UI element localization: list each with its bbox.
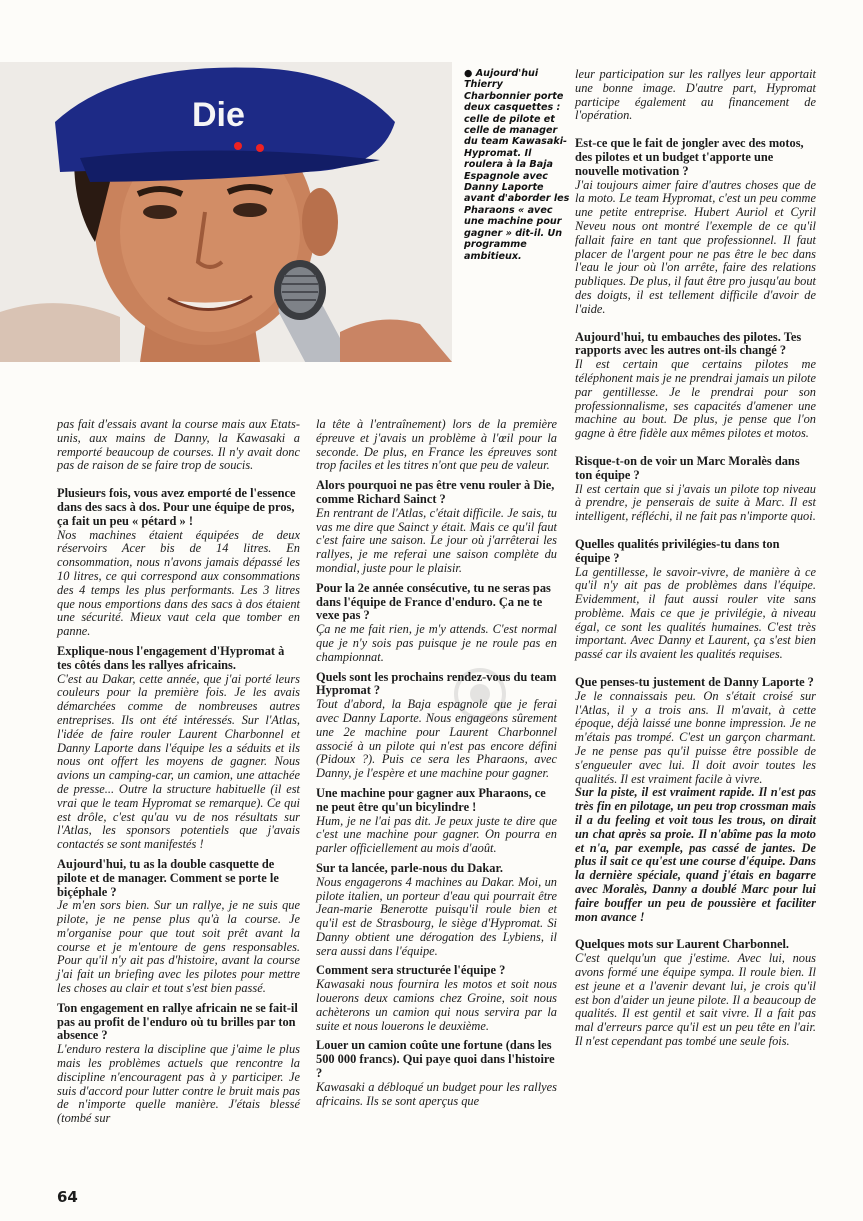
answer: Nos machines étaient équipées de deux réservoirs Acer bis de 14 litres. En consommation, nous n'avons jamais dépassé les 10 litres, ce qui correspond aux consommations des 4 temps les plus performants. Les 3 litres que nous emportions dans des sacs à dos étaient une sécurité. Mieux vaut cela que tomber en panne.	[57, 527, 300, 639]
answer: Hum, je ne l'ai pas dit. Je peux juste te dire que c'est une machine pour gagner. On pourra en parler officiellement au mois d'août.	[316, 813, 557, 856]
question: Quelques mots sur Laurent Charbonnel.	[575, 937, 790, 952]
portrait-illustration	[0, 62, 452, 362]
answer: Je m'en sors bien. Sur un rallye, je ne suis que pilote, je ne pense plus qu'à la course. Je m'organise pour que tout soit prêt avant la course et je m'entoure de gens responsables. Pour qu'il n'y ait pas d'histoire, avant la course j'ai fait un briefing avec les pilotes pour mettre les choses au clair et tout s'est bien passé.	[57, 898, 300, 996]
question: Sur ta lancée, parle-nous du Dakar.	[316, 860, 503, 875]
question: Plusieurs fois, vous avez emporté de l'essence dans des sacs à dos. Pour une équipe de pros, ça fait un peu « pétard » !	[57, 486, 296, 528]
question: Une machine pour gagner aux Pharaons, ce ne peut être qu'un bicylindre !	[316, 785, 546, 814]
question: Quels sont les prochains rendez-vous du team Hypromat ?	[316, 669, 557, 698]
article-column-3	[575, 68, 816, 1049]
column-intro: leur participation sur les rallyes leur apportait une bonne image. D'autre part, Hypromat participe également au financement de l'opération.	[575, 67, 816, 123]
question: Louer un camion coûte une fortune (dans les 500 000 francs). Qui paye quoi dans l'histoire ?	[316, 1038, 555, 1081]
portrait-photo	[0, 62, 452, 362]
question: Risque-t-on de voir un Marc Moralès dans ton équipe ?	[575, 453, 800, 482]
question: Est-ce que le fait de jongler avec des motos, des pilotes et un budget t'apporte une nouvelle motivation ?	[575, 136, 804, 178]
answer: C'est au Dakar, cette année, que j'ai porté leurs couleurs pour la première fois. Je les avais démarchées comme de nombreuses autres entreprises. Ils ont été intéressés. Sur l'Atlas, l'idée de faire rouler Laurent Charbonnel et Danny Laporte dans l'équipe les a séduits et ils nous ont offert les moyens de gagner. Nous avions un camping-car, un camion, une attachée de presse... Outre la structure habituelle (il est vrai que le team Hypromat se remarque). Ce qui est drôle, c'est qu'au vu de nos résultats sur l'Atlas, les sponsors potentiels que j'avais contactés se sont manifestés !	[57, 671, 300, 852]
page-number: 64	[57, 1188, 78, 1206]
answer: Je le connaissais peu. On s'était croisé sur l'Atlas, il y a trois ans. Il m'avait, à cette époque, déjà laissé une bonne impression. Je ne m'étais pas trompé. C'est un garçon charmant. Je ne pense pas qu'il puisse être possible de s'engueuler avec lui. Il doit avoir toutes les qualités. Il est vraiment facile à vivre.	[575, 688, 816, 786]
answer: Kawasaki a débloqué un budget pour les rallyes africains. Ils se sont aperçus que	[316, 1079, 557, 1108]
question: Ton engagement en rallye africain ne se fait-il pas au profit de l'enduro où tu brilles par ton absence ?	[57, 1000, 298, 1043]
answer: Kawasaki nous fournira les motos et soit nous louerons deux camions chez Groine, soit nous achèterons un camion qui nous servira par la suite et nous louerons le deuxième.	[316, 977, 557, 1033]
question: Comment sera structurée l'équipe ?	[316, 963, 506, 978]
answer: Ça ne me fait rien, je m'y attends. C'est normal que je n'y sois pas puisque je ne roule pas en championnat.	[316, 622, 557, 664]
answer: C'est quelqu'un que j'estime. Avec lui, nous avons formé une équipe sympa. Il roule bien. Il est jeune et a l'avenir devant lui, je crois qu'il est bon d'aider un jeune pilote. Il a beaucoup de qualités. Il est gentil et sait vivre. Il a fait pas mal d'erreurs parce qu'il est un peu tête en l'air. Il n'est cependant pas tombé une seule fois.	[575, 951, 816, 1048]
photo-caption	[464, 68, 572, 262]
column-intro: la tête à l'entraînement) lors de la première épreuve et j'avais un problème à l'œil pour la seconde. De plus, en France les épreuves sont trop faciles et les titres n'ont que peu de valeur.	[316, 417, 557, 473]
answer: L'enduro restera la discipline que j'aime le plus mais les problèmes actuels que rencontre la discipline n'encouragent pas à y participer. Je suis d'accord pour lutter contre le bruit mais pas de n'importe quelle manière. J'étais blessé (tombé sur	[57, 1042, 300, 1126]
question: Quelles qualités privilégies-tu dans ton équipe ?	[575, 536, 780, 565]
column-intro: pas fait d'essais avant la course mais aux Etats-unis, aux mains de Danny, la Kawasaki a remporté beaucoup de courses. Il n'y avait donc pas de raison de se faire trop de soucis.	[57, 417, 300, 473]
caption-bullet-icon: ●	[464, 68, 473, 79]
question: Aujourd'hui, tu embauches des pilotes. Tes rapports avec les autres ont-ils changé ?	[575, 329, 802, 358]
question: Aujourd'hui, tu as la double casquette de pilote et de manager. Comment se porte le biçéphale ?	[57, 856, 279, 899]
answer: Il est certain que certains pilotes me téléphonent mais je ne prendrai jamais un pilote par gentillesse. Je le prendrai pour son professionnalisme, ses capacités d'amener une machine au bout. De plus, je pense que l'on gagne à être fidèle aux mêmes pilotes et motos.	[575, 357, 816, 441]
answer: En rentrant de l'Atlas, c'était difficile. Je sais, tu vas me dire que Sainct y était. Mais ce qu'il faut c'est faire une saison. Le jour où j'arrêterai les rallyes, je me referai une saison complète du mondial, juste pour le plaisir.	[316, 505, 557, 575]
cap-brand-text: Die	[192, 96, 245, 134]
question: Alors pourquoi ne pas être venu rouler à Die, comme Richard Sainct ?	[316, 478, 555, 506]
answer: Il est certain que si j'avais un pilote top niveau à prendre, je penserais de suite à Marc. Il est intelligent, réfléchi, il ne fait pas n'importe quoi.	[575, 481, 816, 524]
article-column-1	[57, 418, 300, 1126]
question: Pour la 2e année consécutive, tu ne seras pas dans l'équipe de France d'enduro. Ça ne te vexe pas ?	[316, 580, 551, 623]
answer: J'ai toujours aimer faire d'autres choses que de la moto. Le team Hypromat, c'est un peu comme une petite entreprise. Hubert Auriol et Cyril Neveu nous ont montré l'exemple de ce qu'il fallait faire en tant que professionnel. Il faut placer de l'argent pour ne pas être le bec dans l'eau le jour où l'on arrête, faire des relations publiques. De plus, il faut être pro jusqu'au bout des doigts, il est tellement difficile d'avoir de l'aide.	[575, 177, 816, 316]
question: Explique-nous l'engagement d'Hypromat à tes côtés dans les rallyes africains.	[57, 643, 285, 672]
answer: Nous engagerons 4 machines au Dakar. Moi, un pilote italien, un porteur d'eau qui pourrait être Jean-marie Benerotte puisqu'il roule bien et qu'il est de Strasbourg, le siège d'Hypromat. Si Danny obtient une dérogation des Lybiens, il sera aussi dans l'équipe.	[316, 874, 557, 958]
answer: Tout d'abord, la Baja espagnole que je ferai avec Danny Laporte. Nous engageons sûrement une 2e machine pour Laurent Charbonnel associé à un pilote qui n'est pas encore défini (Pidoux ?). Puis ce sera les Pharaons, avec Danny, je l'espère et une machine pour gagner.	[316, 697, 557, 781]
caption-text: Aujourd'hui Thierry Charbonnier porte deux casquettes : celle de pilote et celle de manager du team Kawasaki-Hypromat. Il roulera à la Baja Espagnole avec Danny Laporte avant d'aborder les Pharaons « avec une machine pour gagner » dit-il. Un programme ambitieux.	[464, 68, 570, 262]
answer: La gentillesse, le savoir-vivre, de manière à ce qu'il n'y ait pas de problèmes dans l'équipe. Evidemment, il faut aussi rouler vite sans problème. Mais ce que je privilégie, à niveau égal, ce sont les qualités humaines. C'est très important. Avec Danny et Laurent, ça s'est bien passé car ils avaient les qualités requises.	[575, 564, 816, 662]
article-column-2	[316, 418, 557, 1108]
answer-emphasis: Sur la piste, il est vraiment rapide. Il n'est pas très fin en pilotage, un peu trop crossman mais il a du feeling et voit tous les trous, on dirait un chat après sa proie. Il n'abîme pas la moto et n'a, par exemple, pas cassé de jantes. De plus il sait ce qu'est une course d'équipe. Dans la dernière spéciale, quand j'étais en bagarre avec Moralès, Danny a doublé Marc pour lui faire bouffer un peu de poussière et faciliter mon avance !	[575, 785, 816, 924]
question: Que penses-tu justement de Danny Laporte ?	[575, 675, 814, 690]
